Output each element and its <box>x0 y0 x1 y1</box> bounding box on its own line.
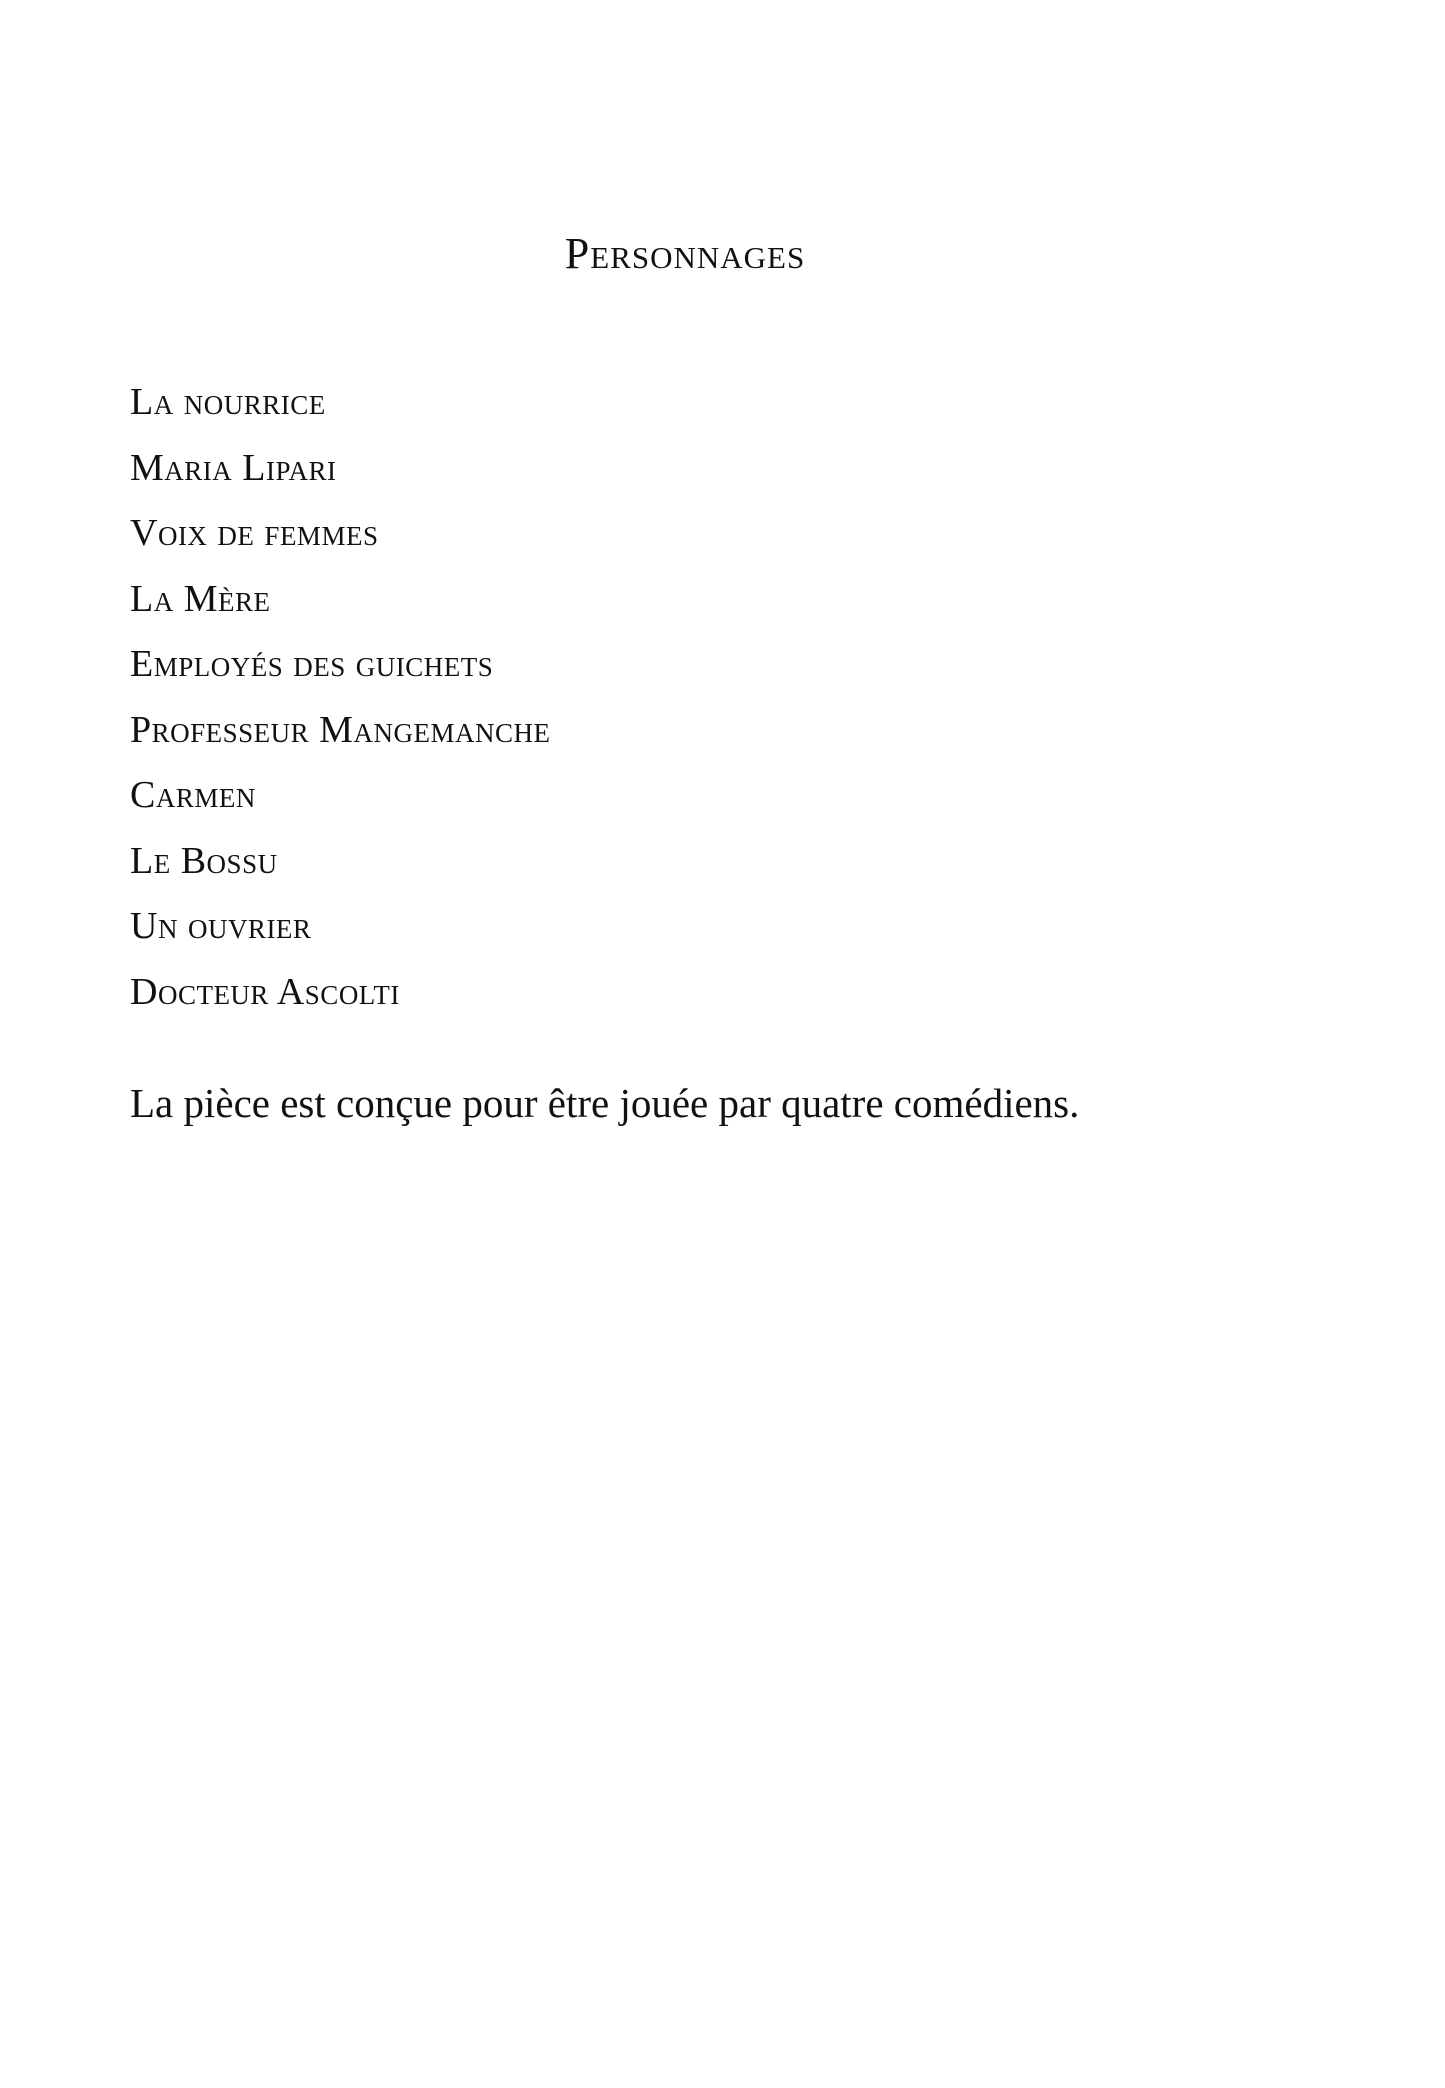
cast-item: La nourrice <box>130 381 326 423</box>
cast-item: Le Bossu <box>130 839 278 882</box>
cast-item: Un ouvrier <box>130 905 312 947</box>
cast-item: Professeur Mangemanche <box>130 708 551 751</box>
casting-note: La pièce est conçue pour être jouée par quatre comédiens. <box>130 1080 1080 1126</box>
cast-item: Maria Lipari <box>130 446 337 489</box>
cast-item: Docteur Ascolti <box>130 970 400 1013</box>
cast-list <box>130 370 550 1025</box>
cast-item: Employés des guichets <box>130 643 494 685</box>
cast-item: Carmen <box>130 774 256 816</box>
cast-item: La Mère <box>130 577 271 620</box>
page-heading: Personnages <box>564 229 806 278</box>
cast-item: Voix de femmes <box>130 512 379 554</box>
